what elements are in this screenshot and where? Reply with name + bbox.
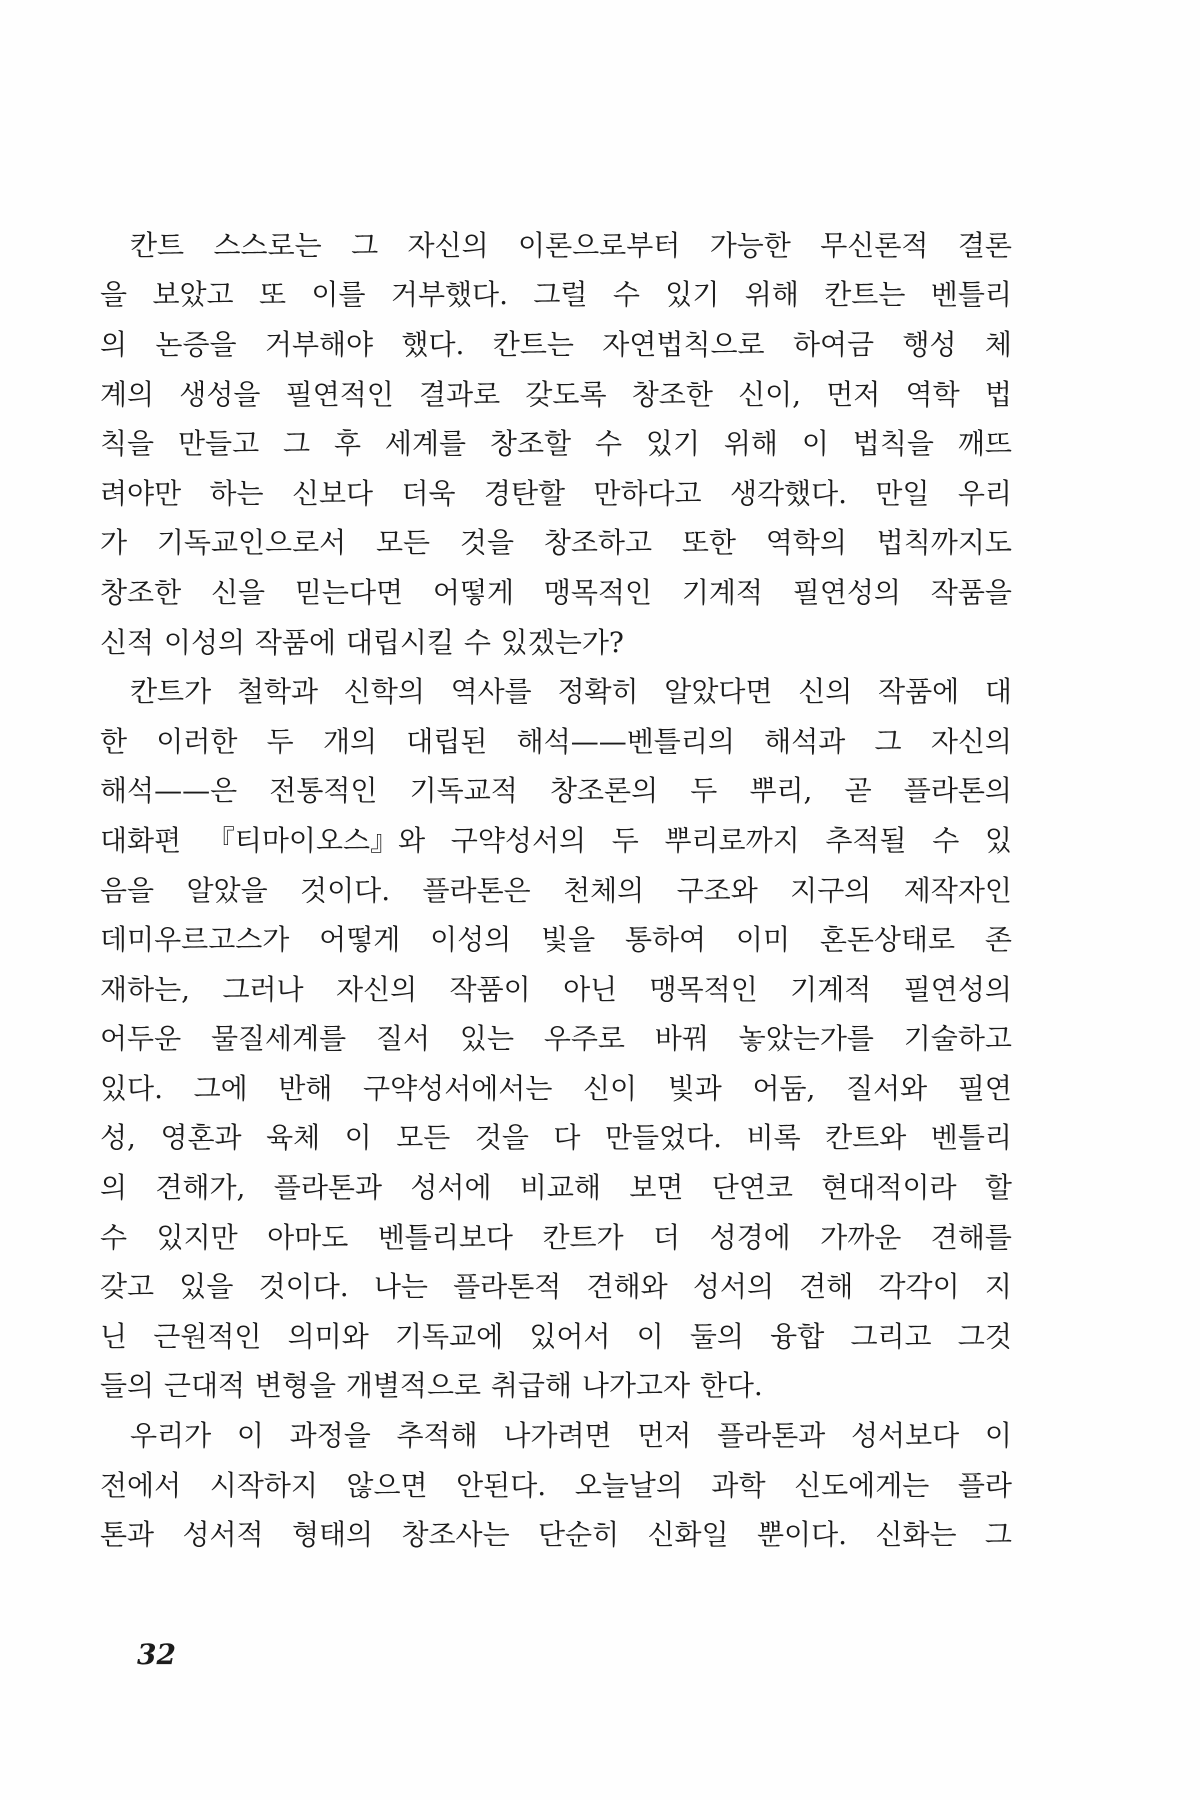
text-line: 닌 근원적인 의미와 기독교에 있어서 이 둘의 융합 그리고 그것 [100,1319,1012,1353]
text-line: 어두운 물질세계를 질서 있는 우주로 바꿔 놓았는가를 기술하고 [100,1022,1012,1056]
text-line: 을 보았고 또 이를 거부했다. 그럴 수 있기 위해 칸트는 벤틀리 [100,278,1012,312]
text-line: 신적 이성의 작품에 대립시킬 수 있겠는가? [100,625,624,659]
text-line: 가 기독교인으로서 모든 것을 창조하고 또한 역학의 법칙까지도 [100,526,1012,560]
text-line: 재하는, 그러나 자신의 작품이 아닌 맹목적인 기계적 필연성의 [100,972,1012,1006]
text-line: 해석——은 전통적인 기독교적 창조론의 두 뿌리, 곧 플라톤의 [100,774,1012,808]
text-line: 갖고 있을 것이다. 나는 플라톤적 견해와 성서의 견해 각각이 지 [100,1270,1012,1304]
text-line: 수 있지만 아마도 벤틀리보다 칸트가 더 성경에 가까운 견해를 [100,1220,1012,1254]
text-line: 있다. 그에 반해 구약성서에서는 신이 빛과 어둠, 질서와 필연 [100,1071,1012,1105]
text-line: 성, 영혼과 육체 이 모든 것을 다 만들었다. 비록 칸트와 벤틀리 [100,1121,1012,1155]
text-line: 계의 생성을 필연적인 결과로 갖도록 창조한 신이, 먼저 역학 법 [100,377,1012,411]
text-line: 전에서 시작하지 않으면 안된다. 오늘날의 과학 신도에게는 플라 [100,1468,1012,1502]
text-line: 려야만 하는 신보다 더욱 경탄할 만하다고 생각했다. 만일 우리 [100,476,1012,510]
text-line: 데미우르고스가 어떻게 이성의 빛을 통하여 이미 혼돈상태로 존 [100,923,1012,957]
text-line: 들의 근대적 변형을 개별적으로 취급해 나가고자 한다. [100,1369,763,1403]
text-line: 대화편 『티마이오스』와 구약성서의 두 뿌리로까지 추적될 수 있 [100,823,1012,857]
text-line: 음을 알았을 것이다. 플라톤은 천체의 구조와 지구의 제작자인 [100,873,1012,907]
text-line: 칸트가 철학과 신학의 역사를 정확히 알았다면 신의 작품에 대 [130,675,1012,709]
text-line: 톤과 성서적 형태의 창조사는 단순히 신화일 뿐이다. 신화는 그 [100,1518,1012,1552]
text-line: 우리가 이 과정을 추적해 나가려면 먼저 플라톤과 성서보다 이 [130,1419,1012,1453]
text-line: 칙을 만들고 그 후 세계를 창조할 수 있기 위해 이 법칙을 깨뜨 [100,427,1012,461]
text-line: 한 이러한 두 개의 대립된 해석——벤틀리의 해석과 그 자신의 [100,724,1012,758]
page-number: 32 [137,1638,176,1671]
text-line: 의 견해가, 플라톤과 성서에 비교해 보면 단연코 현대적이라 할 [100,1171,1012,1205]
text-line: 창조한 신을 믿는다면 어떻게 맹목적인 기계적 필연성의 작품을 [100,575,1012,609]
text-line: 칸트 스스로는 그 자신의 이론으로부터 가능한 무신론적 결론 [130,228,1012,262]
text-line: 의 논증을 거부해야 했다. 칸트는 자연법칙으로 하여금 행성 체 [100,327,1012,361]
body-text [100,219,1012,1558]
